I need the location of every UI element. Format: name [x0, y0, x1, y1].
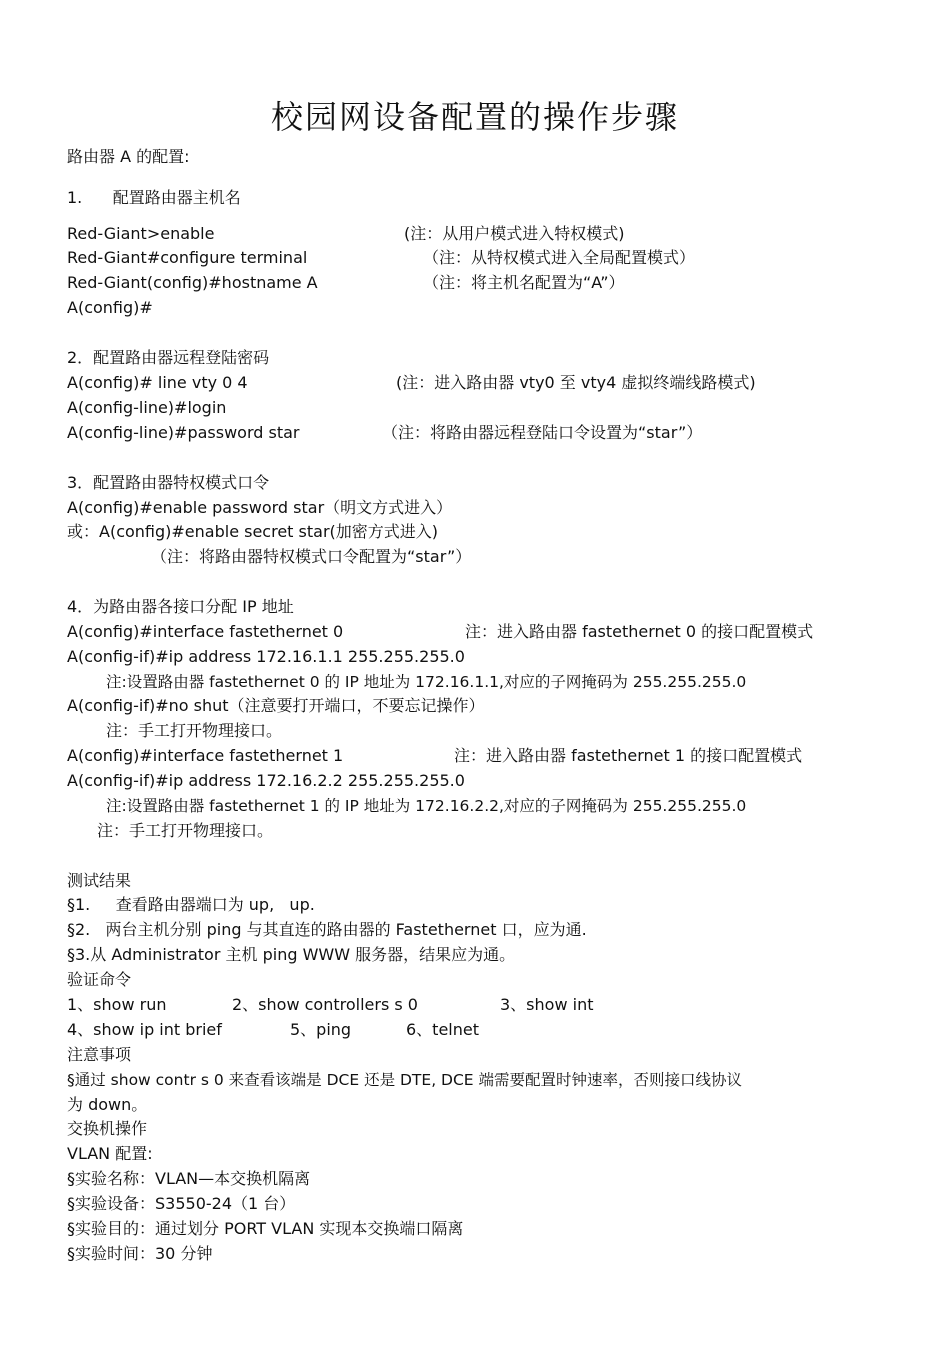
- command-line: A(config)# line vty 0 4: [67, 373, 248, 392]
- command-note: 注：进入路由器 fastethernet 1 的接口配置模式: [454, 746, 803, 765]
- list-item: §1. 查看路由器端口为 up, up.: [67, 895, 315, 914]
- command-line: A(config)#enable password star（明文方式进入）: [67, 498, 453, 517]
- command-note: (注：进入路由器 vty0 至 vty4 虚拟终端线路模式): [396, 373, 756, 392]
- command-line: Red-Giant(config)#hostname A: [67, 273, 318, 292]
- command-note: （注：将路由器特权模式口令配置为“star”）: [151, 547, 472, 566]
- command-line: 或：A(config)#enable secret star(加密方式进入): [67, 522, 439, 541]
- command-note: (注：从用户模式进入特权模式): [404, 224, 625, 243]
- notice-text: §通过 show contr s 0 来查看该端是 DCE 还是 DTE, DCE 端需要配置时钟速率，否则接口线协议: [67, 1071, 743, 1089]
- command-note: （注：将路由器远程登陆口令设置为“star”）: [382, 423, 703, 442]
- list-item: §2. 两台主机分别 ping 与其直连的路由器的 Fastethernet 口，应为通.: [67, 920, 587, 939]
- command-note: （注：将主机名配置为“A”）: [423, 273, 625, 292]
- command-line: Red-Giant#configure terminal: [67, 248, 308, 267]
- verify-command: 6、telnet: [406, 1020, 480, 1039]
- command-note: 注:设置路由器 fastethernet 0 的 IP 地址为 172.16.1.1,对应的子网掩码为 255.255.255.0: [106, 673, 747, 691]
- notice-text: 为 down。: [67, 1095, 148, 1114]
- command-line: A(config-line)#password star: [67, 423, 300, 442]
- command-note: （注：从特权模式进入全局配置模式）: [423, 248, 696, 267]
- command-line: A(config-line)#login: [67, 398, 227, 417]
- verify-heading: 验证命令: [67, 970, 132, 989]
- list-item: §实验设备：S3550-24（1 台）: [67, 1194, 296, 1213]
- list-item: §实验时间：30 分钟: [67, 1244, 213, 1263]
- switch-heading: 交换机操作: [67, 1119, 148, 1138]
- section-4-heading: 4．为路由器各接口分配 IP 地址: [67, 597, 294, 616]
- verify-command: 4、show ip int brief: [67, 1020, 222, 1039]
- command-line: A(config)#interface fastethernet 0: [67, 622, 344, 641]
- section-1-heading: 1. 配置路由器主机名: [67, 188, 241, 207]
- command-line: Red-Giant>enable: [67, 224, 215, 243]
- verify-command: 1、show run: [67, 995, 167, 1014]
- command-line: A(config)#interface fastethernet 1: [67, 746, 344, 765]
- verify-command: 5、ping: [290, 1020, 352, 1039]
- verify-command: 2、show controllers s 0: [232, 995, 418, 1014]
- command-note: 注：进入路由器 fastethernet 0 的接口配置模式: [465, 622, 814, 641]
- test-heading: 测试结果: [67, 871, 132, 890]
- section-2-heading: 2．配置路由器远程登陆密码: [67, 348, 270, 367]
- command-line: A(config)#: [67, 298, 153, 317]
- command-line: A(config-if)#ip address 172.16.2.2 255.255.255.0: [67, 771, 465, 790]
- section-3-heading: 3．配置路由器特权模式口令: [67, 473, 270, 492]
- command-note: 注：手工打开物理接口。: [97, 821, 274, 840]
- command-line: A(config-if)#ip address 172.16.1.1 255.255.255.0: [67, 647, 465, 666]
- list-item: §实验名称：VLAN—本交换机隔离: [67, 1169, 311, 1188]
- list-item: §实验目的：通过划分 PORT VLAN 实现本交换端口隔离: [67, 1219, 464, 1238]
- verify-command: 3、show int: [500, 995, 594, 1014]
- vlan-subheading: VLAN 配置:: [67, 1144, 153, 1163]
- command-note: 注：手工打开物理接口。: [106, 721, 283, 740]
- page-title: 校园网设备配置的操作步骤: [270, 98, 679, 136]
- list-item: §3.从 Administrator 主机 ping WWW 服务器，结果应为通。: [67, 945, 516, 964]
- intro-text: 路由器 A 的配置:: [67, 147, 190, 166]
- notice-heading: 注意事项: [67, 1045, 132, 1064]
- command-line: A(config-if)#no shut（注意要打开端口，不要忘记操作）: [67, 696, 485, 715]
- command-note: 注:设置路由器 fastethernet 1 的 IP 地址为 172.16.2.2,对应的子网掩码为 255.255.255.0: [106, 797, 747, 815]
